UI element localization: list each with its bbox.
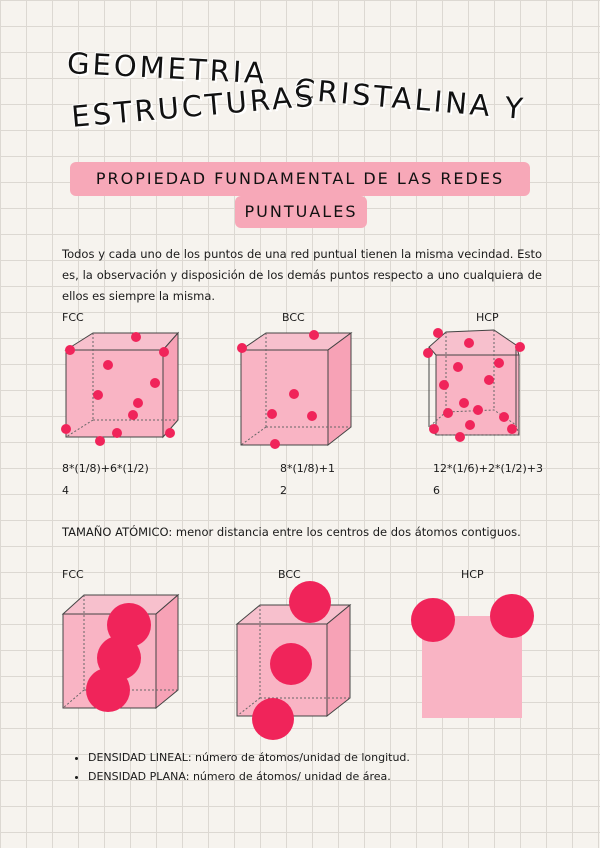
- title-line-2: CRISTALINA Y: [293, 72, 527, 127]
- size-label-fcc: FCC: [62, 568, 84, 581]
- hcp-atom: [484, 375, 494, 385]
- hcp-atom: [465, 420, 475, 430]
- hcp-atom: [459, 398, 469, 408]
- hcp-formula: [433, 460, 543, 500]
- bcc-formula: [280, 460, 335, 500]
- banner-line-1: PROPIEDAD FUNDAMENTAL DE LAS REDES: [70, 162, 530, 196]
- hcp-front-face: [436, 355, 519, 435]
- bcc-count: 2: [280, 484, 287, 497]
- hcp-atom: [439, 380, 449, 390]
- bcc-lattice-diagram: [238, 330, 358, 450]
- fcc-formula-text: 8*(1/8)+6*(1/2): [62, 462, 149, 475]
- bcc-front-face: [241, 350, 328, 445]
- fcc-atom: [165, 428, 175, 438]
- fcc-atom: [65, 345, 75, 355]
- bcc-atom: [270, 439, 280, 449]
- bcc-atom: [309, 330, 319, 340]
- title-line-3: ESTRUCTURAS: [70, 78, 318, 134]
- hcp-atom: [499, 412, 509, 422]
- hcp-atom: [464, 338, 474, 348]
- hcp-atom: [443, 408, 453, 418]
- fcc-atom: [95, 436, 105, 446]
- bcc-size-side-face: [327, 605, 350, 716]
- fcc-top-face: [66, 333, 178, 350]
- fcc-formula: [62, 460, 149, 500]
- hcp-atom: [423, 348, 433, 358]
- bcc-atom: [237, 343, 247, 353]
- bcc-atom: [289, 389, 299, 399]
- hcp-atom: [429, 424, 439, 434]
- atomic-size-paragraph: TAMAÑO ATÓMICO: menor distancia entre los centros de dos átomos contiguos.: [62, 525, 521, 539]
- fcc-count: 4: [62, 484, 69, 497]
- banner-line-2: PUNTUALES: [235, 196, 367, 228]
- fcc-atom: [103, 360, 113, 370]
- fcc-size-atom: [86, 668, 130, 712]
- bcc-atom: [267, 409, 277, 419]
- fcc-atom: [133, 398, 143, 408]
- hcp-size-atom: [490, 594, 534, 638]
- fcc-atom: [150, 378, 160, 388]
- bcc-size-atom: [270, 643, 312, 685]
- hcp-atom: [433, 328, 443, 338]
- bcc-side-face: [328, 333, 351, 445]
- lattice-label-bcc: BCC: [282, 311, 305, 324]
- bcc-size-atom: [289, 581, 331, 623]
- density-list: [74, 751, 558, 789]
- size-label-hcp: HCP: [461, 568, 484, 581]
- fcc-atom: [131, 332, 141, 342]
- fcc-atom: [159, 347, 169, 357]
- hcp-count: 6: [433, 484, 440, 497]
- hcp-atom: [494, 358, 504, 368]
- bcc-atom: [307, 411, 317, 421]
- intro-paragraph: Todos y cada uno de los puntos de una red puntual tienen la misma vecindad. Esto es, la observación y disposición de los demás puntos respecto a uno cualquiera de ellos es siempre la misma.: [62, 247, 542, 303]
- hcp-atom: [453, 362, 463, 372]
- fcc-atom: [128, 410, 138, 420]
- hcp-atom: [507, 424, 517, 434]
- fcc-size-side-face: [156, 595, 178, 708]
- list-item: • DENSIDAD LINEAL: número de átomos/unidad de longitud.: [88, 751, 558, 764]
- fcc-lattice-diagram: [58, 325, 188, 445]
- hcp-atom: [455, 432, 465, 442]
- bcc-size-atom: [252, 698, 294, 740]
- lattice-label-fcc: FCC: [62, 311, 84, 324]
- fcc-front-face: [66, 350, 163, 437]
- hcp-atom: [515, 342, 525, 352]
- bcc-formula-text: 8*(1/8)+1: [280, 462, 335, 475]
- hcp-size-atom: [411, 598, 455, 642]
- fcc-atom: [93, 390, 103, 400]
- fcc-atom: [112, 428, 122, 438]
- list-item: • DENSIDAD PLANA: número de átomos/ unidad de área.: [88, 770, 558, 783]
- lattice-label-hcp: HCP: [476, 311, 499, 324]
- fcc-atom: [61, 424, 71, 434]
- title-line-1: GEOMETRIA: [66, 46, 268, 91]
- hcp-atomic-size-diagram: [408, 590, 538, 720]
- hcp-formula-text: 12*(1/6)+2*(1/2)+3: [433, 462, 543, 475]
- bcc-atomic-size-diagram: [234, 580, 374, 740]
- fcc-atomic-size-diagram: [60, 590, 190, 720]
- size-label-bcc: BCC: [278, 568, 301, 581]
- hcp-atom: [473, 405, 483, 415]
- hcp-lattice-diagram: [424, 325, 534, 445]
